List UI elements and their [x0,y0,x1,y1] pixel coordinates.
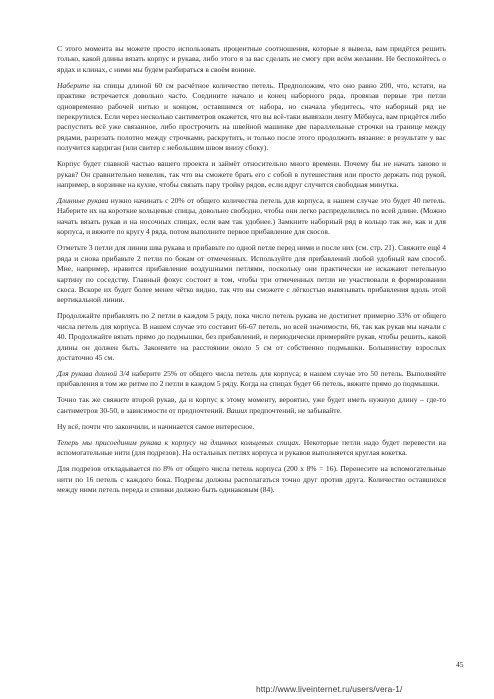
italic-run: Длинные рукава [57,196,109,206]
text-run: предпочтений, не забывайте. [247,405,342,415]
text-run: нужно начинать с 20% от общего количества петель для корпуса, в нашем случае это будет 40 петель. Наберите их на короткие кольцевые спицы, довольно свободно, чтобы они легко распределились по всей длине. (Можно начать вязать рукав и на носочных спицах, если вам так удобнее.) Замкните наборный ряд в кольцо так же, как и для корпуса, и вяжите по кругу 4 ряда, потом выполните первое прибавление для скосов. [57,196,446,237]
italic-run: Наберите [57,80,90,90]
text-run: Ну всё, почти что закончили, и начинается самое интересное. [57,421,255,431]
paragraph [57,81,446,154]
paragraph [57,369,446,390]
paragraph [57,422,446,432]
paragraph [57,243,446,305]
italic-run: Теперь мы присоединим рукава к корпусу на длинных кольцевых спицах. [57,437,301,447]
paragraph [57,395,446,416]
paragraph [57,44,446,75]
paragraph [57,464,446,495]
paragraph [57,196,446,238]
text-run: наберите 25% от общего числа петель для корпуса; в нашем случае это 50 петель. Выполняйте прибавления в том же ритме по 2 петли в каждом 5 ряду. Когда на спицах будет 66 петель, вяжите прямо до подмышки. [57,368,446,389]
text-run: Некоторые петли надо будет перевести на вспомогательные нити (для подрезов). На остальных петлях корпуса и рукавов выполняется круглая кокетка. [57,437,446,458]
text-run: на спицы длиной 60 см расчётное количество петель. Предположим, что оно равно 200, что, кстати, на практике встречается довольно часто. Соедините начало и конец наборного ряда, провязав первые три петли одновременно рабочей нитью и концом, оставшимся от набора, но сначала убедитесь, что наборный ряд не перекрутился. Если через несколько сантиметров окажется, что вы всё-таки вывязали ленту Мёбиуса, вам придётся либо распустить всё уже связанное, либо прострочить на швейной машинке две параллельные строчки на границе между рядами, разрезать полотно между строчками, раскрутить, и только после этого продолжить вязание: в результате у вас получится кардиган (или свитер с небольшим швом внизу сбоку). [57,80,446,153]
paragraph [57,311,446,363]
text-run: Отметьте 3 петли для линии шва рукава и прибавьте по одной петле перед ними и после них (см. стр. 21). Свяжите ещё 4 ряда и снова прибавьте 2 петли по бокам от отмеченных. Используйте для прибавлений любой удобный вам способ. Мне, например, нравится прибавление воздушными петлями, поскольку они практически не искажают петельную картину по соседству. Главный фокус состоит в том, чтобы три отмеченных петли не участвовали в формировании скоса. Вскоре их будет более менее чётко видно, так что вы сможете с лёгкостью вывязывать прибавления вдоль этой вертикальной линии. [57,243,446,305]
text-run: С этого момента вы можете просто использовать процентные соотношения, которые я вывела, вам придётся решить только, какой длины вязать корпус и рукава, либо этого я за вас сделать не смогу при всём желании. Не беспокойтесь о ярдах и клинах, с ними мы будем разбираться в своём вонине. [57,44,446,74]
paragraph [57,159,446,190]
italic-run: Для рукава длиной 3/4 [57,368,130,378]
page-number: 45 [456,660,464,669]
document-body [57,44,446,495]
watermark-url: http://www.liveinternet.ru/users/vera-1/ [256,684,403,694]
paragraph [57,438,446,459]
text-run: Корпус будет главной частью вашего проекта и займёт относительно много времени. Почему бы не начать заново и рукав? Он сравнительно невелик, так что вы сможете брать его с собой в путешествия или просто держать под рукой, например, в корзинке на кухне, чтобы связать пару тройку рядов, если вдруг случится свободная минутка. [57,159,446,190]
italic-run: Ваших [226,405,248,415]
text-run: Продолжайте прибавлять по 2 петли в каждом 5 ряду, пока число петель рукава не достигнет примерно 33% от общего числа петель для корпуса. В нашем случае это составит 66-67 петель, но всей значимости, 66, так как рукав мы начали с 40. Продолжайте вязать прямо до подмышки, без прибавлений, и периодически примеряйте рукав, чтобы решить, какой длины он должен быть. Закончите на расстоянии около 5 см от собственно подмышки. Большинству взрослых достаточно 45 см. [57,311,446,362]
text-run: Для подрезов откладывается по 8% от общего числа петель корпуса (200 х 8% = 16). Перенесите на вспомогательные нити по 16 петель с каждого бока. Подрезы должны располагаться точно друг против друга. Количество оставшихся между ними петель переда и спинки должно быть одинаковым (84). [57,464,446,494]
text-run: Точно так же свяжите второй рукав, да и корпус к этому моменту, вероятно, уже будет иметь нужную длину – где-то сантиметров 30-50, в зависимости от предпочтений. [57,395,446,415]
